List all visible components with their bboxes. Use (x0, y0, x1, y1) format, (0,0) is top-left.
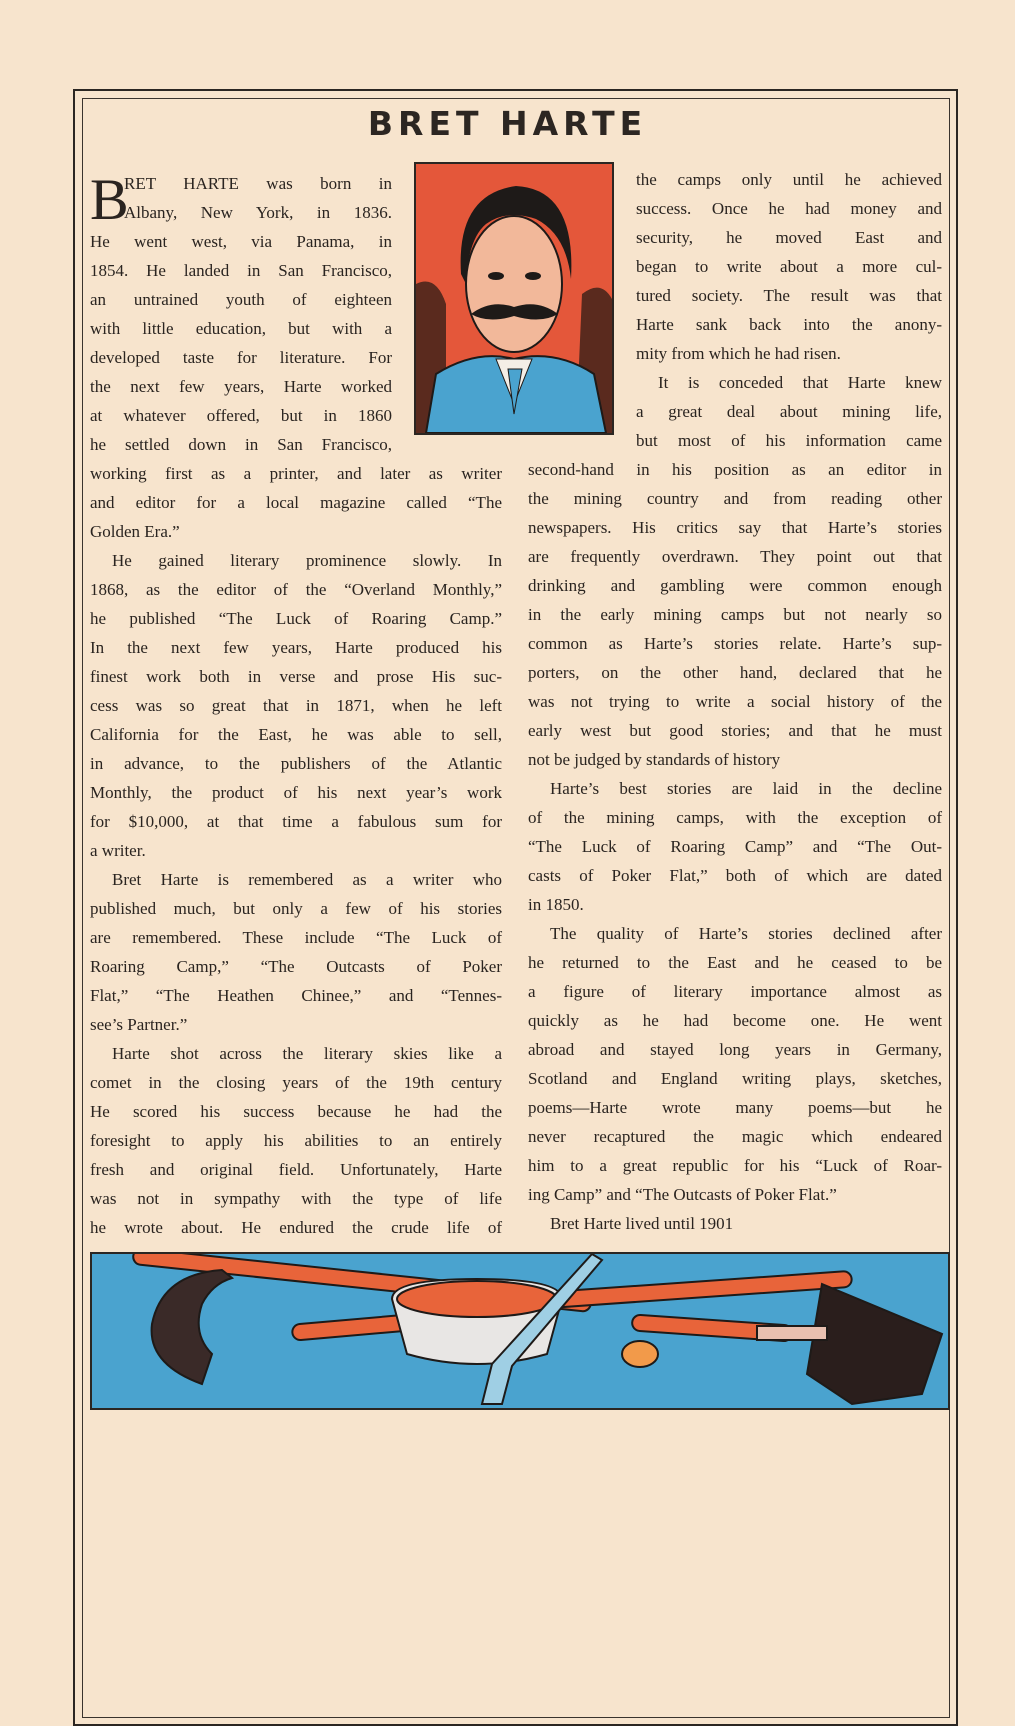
text-line: developed taste for literature. For (90, 348, 392, 367)
text-line: the next few years, Harte worked (90, 377, 392, 396)
text-line: not be judged by standards of history (528, 750, 781, 769)
text-line: He gained literary prominence slowly. In (112, 551, 502, 570)
text-line: mity from which he had risen. (636, 344, 841, 363)
portrait-illustration (414, 162, 614, 435)
article-title: BRET HARTE (367, 104, 648, 143)
drop-cap: B (90, 167, 129, 232)
text-line: a great deal about mining life, (636, 402, 942, 421)
text-line: “The Luck of Roaring Camp” and “The Out- (528, 837, 942, 856)
text-line: newspapers. His critics say that Harte’s stories (528, 518, 942, 537)
text-line: drinking and gambling were common enough (528, 576, 942, 595)
text-line: but most of his information came (636, 431, 942, 450)
text-line: abroad and stayed long years in Germany, (528, 1040, 942, 1059)
text-line: poems—Harte wrote many poems—but he (528, 1098, 942, 1117)
text-line: he settled down in San Francisco, (90, 435, 392, 454)
text-line: Harte sank back into the anony- (636, 315, 942, 334)
text-line: Bret Harte lived until 1901 (550, 1214, 734, 1233)
text-line: was not trying to write a social history of the (528, 692, 942, 711)
text-line: Harte shot across the literary skies like a (112, 1044, 502, 1063)
text-line: foresight to apply his abilities to an entirely (90, 1131, 502, 1150)
text-line: was not in sympathy with the type of life (90, 1189, 502, 1208)
text-line: RET HARTE was born in (124, 174, 392, 193)
text-line: 1854. He landed in San Francisco, (90, 261, 392, 280)
text-line: He went west, via Panama, in (90, 232, 392, 251)
text-line: 1868, as the editor of the “Overland Monthly,” (90, 580, 502, 599)
text-line: success. Once he had money and (636, 199, 942, 218)
text-line: with little education, but with a (90, 319, 392, 338)
text-line: fresh and original field. Unfortunately, Harte (90, 1160, 502, 1179)
text-line: a writer. (90, 841, 146, 860)
text-line: and editor for a local magazine called “The (90, 493, 502, 512)
text-line: in advance, to the publishers of the Atlantic (90, 754, 502, 773)
text-line: second-hand in his position as an editor in (528, 460, 942, 479)
text-line: Harte’s best stories are laid in the decline (550, 779, 942, 798)
text-line: for $10,000, at that time a fabulous sum for (90, 812, 502, 831)
text-line: he wrote about. He endured the crude life of (90, 1218, 502, 1237)
text-line: he returned to the East and he ceased to be (528, 953, 942, 972)
text-line: in the early mining camps but not nearly so (528, 605, 942, 624)
text-line: are remembered. These include “The Luck of (90, 928, 502, 947)
text-line: Flat,” “The Heathen Chinee,” and “Tennes- (90, 986, 502, 1005)
text-line: see’s Partner.” (90, 1015, 188, 1034)
text-line: published much, but only a few of his stories (90, 899, 502, 918)
text-line: working first as a printer, and later as writer (90, 464, 502, 483)
text-line: Bret Harte is remembered as a writer who (112, 870, 502, 889)
text-line: casts of Poker Flat,” both of which are dated (528, 866, 942, 885)
text-line: in 1850. (528, 895, 584, 914)
text-line: California for the East, he was able to sell, (90, 725, 502, 744)
text-line: Scotland and England writing plays, sketches, (528, 1069, 942, 1088)
text-line: a figure of literary importance almost as (528, 982, 942, 1001)
text-line: cess was so great that in 1871, when he left (90, 696, 502, 715)
mining-tools-illustration (90, 1252, 950, 1410)
text-line: early west but good stories; and that he must (528, 721, 942, 740)
text-line: It is conceded that Harte knew (658, 373, 942, 392)
text-line: tured society. The result was that (636, 286, 942, 305)
text-line: The quality of Harte’s stories declined after (550, 924, 942, 943)
text-line: Albany, New York, in 1836. (124, 203, 392, 222)
text-line: Golden Era.” (90, 522, 180, 541)
text-line: quickly as he had become one. He went (528, 1011, 942, 1030)
text-line: Roaring Camp,” “The Outcasts of Poker (90, 957, 502, 976)
text-line: He scored his success because he had the (90, 1102, 502, 1121)
text-line: the camps only until he achieved (636, 170, 942, 189)
text-line: the mining country and from reading other (528, 489, 942, 508)
text-line: an untrained youth of eighteen (90, 290, 392, 309)
text-line: common as Harte’s stories relate. Harte’s sup- (528, 634, 942, 653)
text-line: finest work both in verse and prose His suc- (90, 667, 502, 686)
text-line: porters, on the other hand, declared that he (528, 663, 942, 682)
text-line: of the mining camps, with the exception of (528, 808, 942, 827)
text-line: he published “The Luck of Roaring Camp.” (90, 609, 502, 628)
text-line: are frequently overdrawn. They point out that (528, 547, 942, 566)
text-line: never recaptured the magic which endeared (528, 1127, 942, 1146)
text-line: Monthly, the product of his next year’s work (90, 783, 502, 802)
text-line: security, he moved East and (636, 228, 942, 247)
text-line: ing Camp” and “The Outcasts of Poker Flat.” (528, 1185, 837, 1204)
text-line: him to a great republic for his “Luck of Roar- (528, 1156, 942, 1175)
text-line: comet in the closing years of the 19th century (90, 1073, 502, 1092)
text-line: In the next few years, Harte produced his (90, 638, 502, 657)
text-line: at whatever offered, but in 1860 (90, 406, 392, 425)
text-line: began to write about a more cul- (636, 257, 942, 276)
